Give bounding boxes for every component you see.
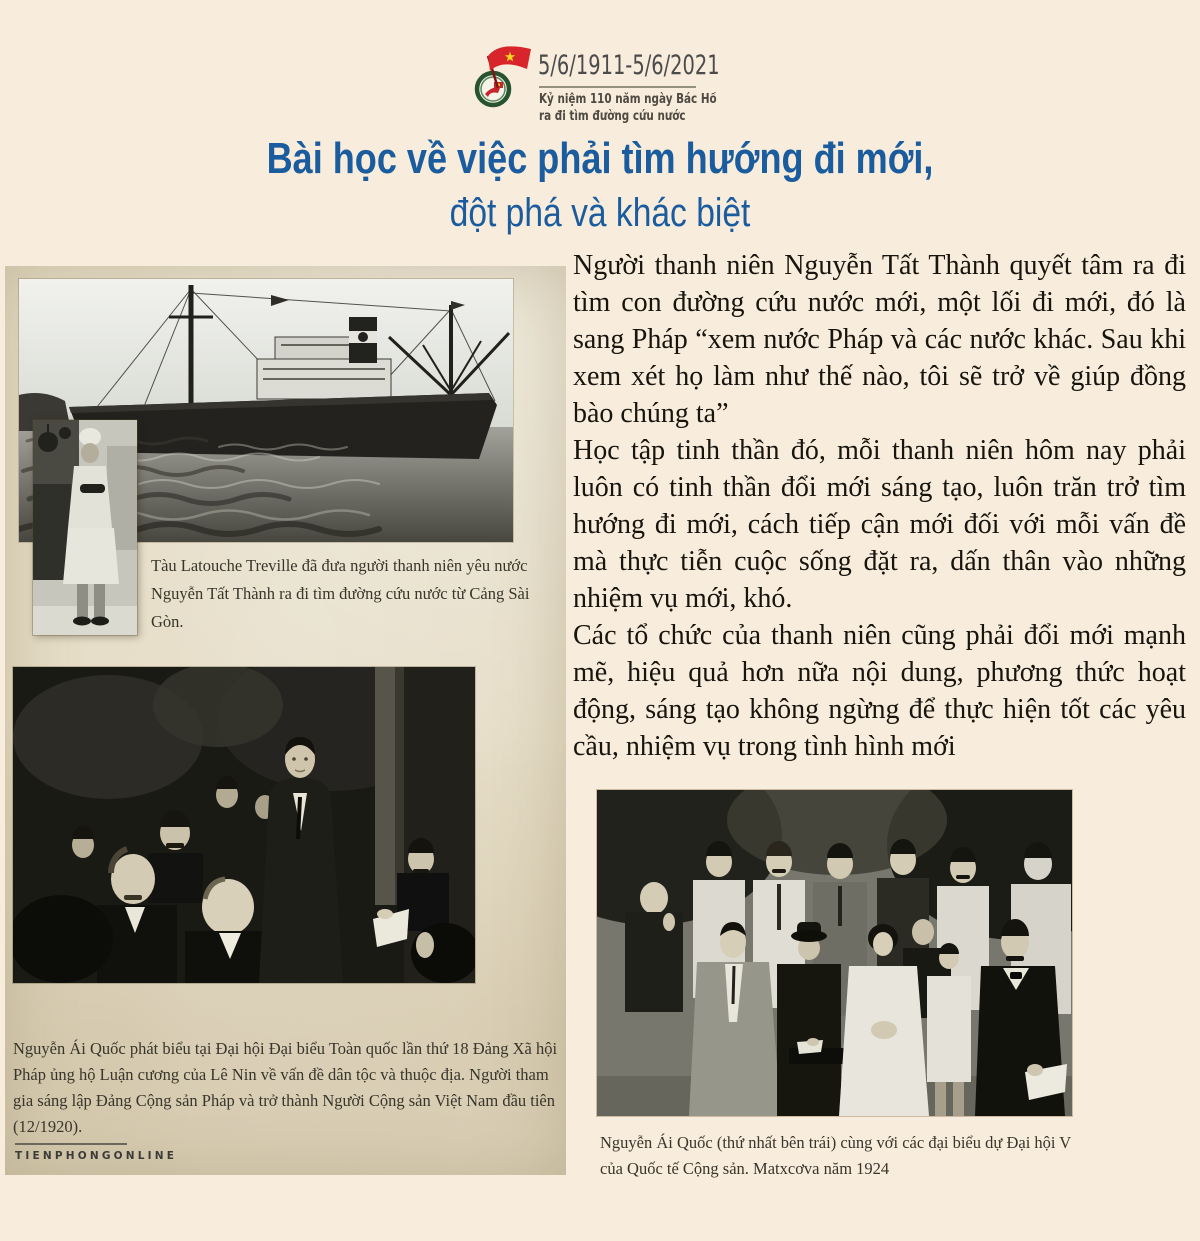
ship-photo-caption: Tàu Latouche Treville đã đưa người thanh niên yêu nước Nguyễn Tất Thành ra đi tìm đường cứu nước từ Cảng Sài Gòn.: [151, 556, 530, 631]
congress-photo-caption: Nguyễn Ái Quốc phát biểu tại Đại hội Đại biểu Toàn quốc lần thứ 18 Đảng Xã hội Pháp ủng hộ Luận cương của Lê Nin về vấn đề dân tộc và thuộc địa. Người tham gia sáng lập Đảng Cộng sản Pháp và trở thành Người Cộng sản Việt Nam đầu tiên (12/1920).: [13, 1039, 558, 1136]
article-paragraph-1: Người thanh niên Nguyễn Tất Thành quyết tâm ra đi tìm con đường cứu nước mới, một lối đi mới, đó là sang Pháp “xem nước Pháp và các nước khác. Sau khi xem xét họ làm như thế nào, tôi sẽ trở về giúp đồng bào chúng ta”: [573, 250, 1186, 429]
page-title-line2: đột phá và khác biệt: [449, 191, 751, 235]
article-paragraph-3: Các tổ chức của thanh niên cũng phải đổi mới mạnh mẽ, hiệu quả hơn nữa nội dung, phương thức hoạt động, sáng tạo không ngừng để thực hiện tốt các yêu cầu, nhiệm vụ trong tình hình mới: [573, 620, 1186, 762]
youth-union-emblem-graphic: [474, 42, 534, 110]
sailor-portrait-photo: [33, 420, 137, 635]
comintern-group-photo: [597, 790, 1072, 1116]
page-title: [0, 133, 1200, 237]
article-paragraph-2: Học tập tinh thần đó, mỗi thanh niên hôm nay phải luôn có tinh thần đổi mới sáng tạo, luôn trăn trở tìm hướng đi mới, cách tiếp cận mới đối với mỗi vấn đề mà thực tiễn cuộc sống đặt ra, dấn thân vào những nhiệm vụ mới, khó.: [573, 435, 1186, 614]
congress-photo: [13, 667, 475, 983]
source-credit: [15, 1143, 177, 1162]
article-column: [573, 247, 1186, 765]
source-credit-divider: [15, 1143, 127, 1145]
anniversary-subtitle-line2: ra đi tìm đường cứu nước: [539, 109, 686, 124]
comintern-photo-caption: Nguyễn Ái Quốc (thứ nhất bên trái) cùng với các đại biểu dự Đại hội V của Quốc tế Cộng sản. Matxcơva năm 1924: [600, 1133, 1071, 1178]
anniversary-date-range: 5/6/1911-5/6/2021: [538, 50, 720, 81]
header-divider: [539, 86, 696, 88]
anniversary-subtitle-line1: Kỷ niệm 110 năm ngày Bác Hồ: [539, 92, 717, 107]
source-credit-text: TIENPHONGONLINE: [15, 1150, 178, 1162]
page-title-line1: Bài học về việc phải tìm hướng đi mới,: [266, 134, 934, 183]
anniversary-subtitle: [539, 91, 717, 125]
photo-panel: [5, 266, 566, 1175]
youth-union-emblem: [474, 42, 534, 110]
